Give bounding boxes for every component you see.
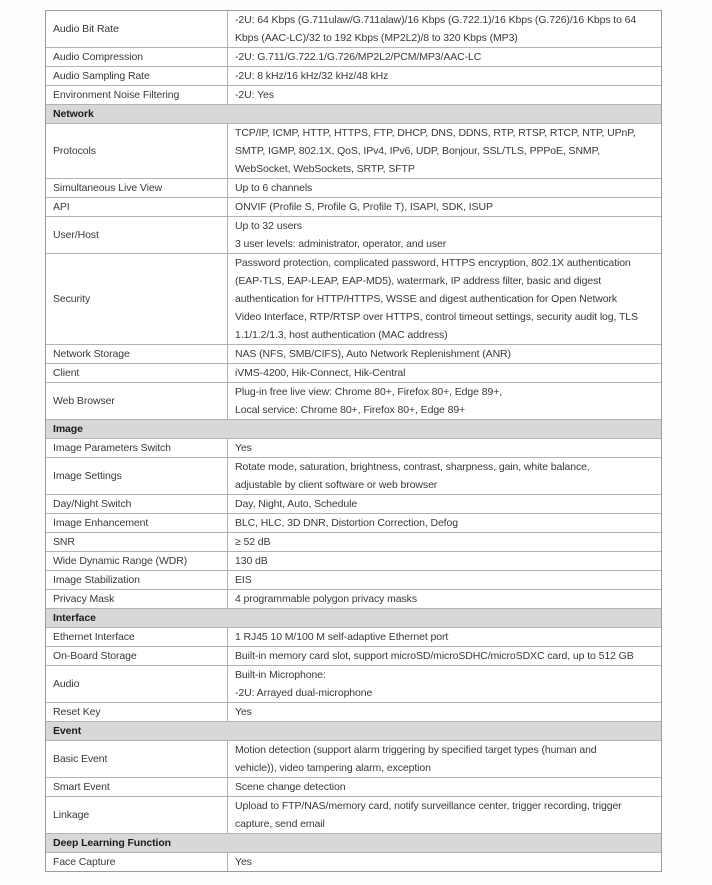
- table-row: [46, 364, 661, 383]
- value-line: 1 RJ45 10 M/100 M self-adaptive Ethernet port: [235, 631, 449, 643]
- value-line: -2U: G.711/G.722.1/G.726/MP2L2/PCM/MP3/AAC-LC: [235, 51, 482, 63]
- spec-label: Image Parameters Switch: [46, 439, 228, 457]
- table-row: [46, 217, 661, 254]
- spec-value: [228, 86, 661, 104]
- table-row: [46, 628, 661, 647]
- table-row: [46, 67, 661, 86]
- value-line: Day, Night, Auto, Schedule: [235, 498, 358, 510]
- table-row: [46, 179, 661, 198]
- spec-label: Privacy Mask: [46, 590, 228, 608]
- value-line: Video Interface, RTP/RTSP over HTTPS, control timeout settings, security audit log, TLS: [235, 311, 638, 323]
- section-header: Event: [46, 722, 661, 741]
- section-header: Deep Learning Function: [46, 834, 661, 853]
- section-header: Interface: [46, 609, 661, 628]
- value-line: Local service: Chrome 80+, Firefox 80+, Edge 89+: [235, 404, 466, 416]
- spec-label: Protocols: [46, 124, 228, 178]
- spec-label: API: [46, 198, 228, 216]
- spec-value: [228, 179, 661, 197]
- value-line: SMTP, IGMP, 802.1X, QoS, IPv4, IPv6, UDP, Bonjour, SSL/TLS, PPPoE, SNMP,: [235, 145, 600, 157]
- table-row: [46, 778, 661, 797]
- spec-value: [228, 48, 661, 66]
- spec-label: User/Host: [46, 217, 228, 253]
- value-line: 1.1/1.2/1.3, host authentication (MAC address): [235, 329, 448, 341]
- spec-value: [228, 345, 661, 363]
- table-row: [46, 86, 661, 105]
- table-row: [46, 48, 661, 67]
- value-line: WebSocket, WebSockets, SRTP, SFTP: [235, 163, 415, 175]
- value-line: Scene change detection: [235, 781, 346, 793]
- value-line: -2U: Arrayed dual-microphone: [235, 687, 373, 699]
- value-line: Password protection, complicated password, HTTPS encryption, 802.1X authentication: [235, 257, 631, 269]
- spec-value: [228, 628, 661, 646]
- spec-value: [228, 533, 661, 551]
- spec-label: Audio Compression: [46, 48, 228, 66]
- value-line: Plug-in free live view: Chrome 80+, Firefox 80+, Edge 89+,: [235, 386, 503, 398]
- table-row: [46, 458, 661, 495]
- spec-label: Audio: [46, 666, 228, 702]
- table-row: [46, 666, 661, 703]
- value-line: Built-in memory card slot, support microSD/microSDHC/microSDXC card, up to 512 GB: [235, 650, 634, 662]
- spec-value: [228, 11, 661, 47]
- value-line: (EAP-TLS, EAP-LEAP, EAP-MD5), watermark, IP address filter, basic and digest: [235, 275, 602, 287]
- value-line: capture, send email: [235, 818, 325, 830]
- value-line: Kbps (AAC-LC)/32 to 192 Kbps (MP2L2)/8 to 320 Kbps (MP3): [235, 32, 518, 44]
- spec-value: [228, 67, 661, 85]
- spec-label: On-Board Storage: [46, 647, 228, 665]
- spec-label: Audio Sampling Rate: [46, 67, 228, 85]
- spec-value: [228, 703, 661, 721]
- value-line: Yes: [235, 706, 252, 718]
- table-row: [46, 552, 661, 571]
- table-row: [46, 703, 661, 722]
- spec-value: [228, 797, 661, 833]
- value-line: Up to 6 channels: [235, 182, 313, 194]
- spec-value: [228, 666, 661, 702]
- spec-label: Basic Event: [46, 741, 228, 777]
- spec-label: Smart Event: [46, 778, 228, 796]
- value-line: Built-in Microphone:: [235, 669, 326, 681]
- table-row: [46, 647, 661, 666]
- spec-value: [228, 853, 661, 871]
- spec-label: Simultaneous Live View: [46, 179, 228, 197]
- spec-value: [228, 124, 661, 178]
- value-line: Yes: [235, 856, 252, 868]
- value-line: -2U: 8 kHz/16 kHz/32 kHz/48 kHz: [235, 70, 389, 82]
- spec-label: Ethernet Interface: [46, 628, 228, 646]
- value-line: 3 user levels: administrator, operator, and user: [235, 238, 447, 250]
- spec-label: Face Capture: [46, 853, 228, 871]
- value-line: Upload to FTP/NAS/memory card, notify surveillance center, trigger recording, trigger: [235, 800, 622, 812]
- section-header: Network: [46, 105, 661, 124]
- spec-value: [228, 364, 661, 382]
- spec-label: Image Enhancement: [46, 514, 228, 532]
- table-row: [46, 254, 661, 345]
- table-row: [46, 853, 661, 871]
- spec-value: [228, 647, 661, 665]
- spec-label: Wide Dynamic Range (WDR): [46, 552, 228, 570]
- table-row: [46, 345, 661, 364]
- spec-value: [228, 778, 661, 796]
- table-row: [46, 383, 661, 420]
- spec-label: Image Stabilization: [46, 571, 228, 589]
- value-line: Motion detection (support alarm triggering by specified target types (human and: [235, 744, 597, 756]
- value-line: 130 dB: [235, 555, 268, 567]
- table-row: [46, 590, 661, 609]
- spec-value: [228, 383, 661, 419]
- value-line: 4 programmable polygon privacy masks: [235, 593, 417, 605]
- spec-value: [228, 217, 661, 253]
- spec-label: SNR: [46, 533, 228, 551]
- spec-table: [45, 10, 662, 872]
- spec-label: Linkage: [46, 797, 228, 833]
- value-line: -2U: Yes: [235, 89, 274, 101]
- spec-value: [228, 458, 661, 494]
- value-line: -2U: 64 Kbps (G.711ulaw/G.711alaw)/16 Kbps (G.722.1)/16 Kbps (G.726)/16 Kbps to 64: [235, 14, 637, 26]
- spec-value: [228, 439, 661, 457]
- spec-value: [228, 514, 661, 532]
- spec-label: Network Storage: [46, 345, 228, 363]
- table-row: [46, 439, 661, 458]
- value-line: TCP/IP, ICMP, HTTP, HTTPS, FTP, DHCP, DNS, DDNS, RTP, RTSP, RTCP, NTP, UPnP,: [235, 127, 636, 139]
- spec-label: Environment Noise Filtering: [46, 86, 228, 104]
- spec-value: [228, 495, 661, 513]
- value-line: ≥ 52 dB: [235, 536, 271, 548]
- value-line: ONVIF (Profile S, Profile G, Profile T), ISAPI, SDK, ISUP: [235, 201, 493, 213]
- spec-label: Security: [46, 254, 228, 344]
- value-line: Up to 32 users: [235, 220, 302, 232]
- value-line: Rotate mode, saturation, brightness, contrast, sharpness, gain, white balance,: [235, 461, 590, 473]
- table-row: [46, 495, 661, 514]
- value-line: BLC, HLC, 3D DNR, Distortion Correction, Defog: [235, 517, 458, 529]
- spec-value: [228, 571, 661, 589]
- table-row: [46, 797, 661, 834]
- spec-value: [228, 254, 661, 344]
- value-line: Yes: [235, 442, 252, 454]
- table-row: [46, 198, 661, 217]
- spec-value: [228, 552, 661, 570]
- spec-label: Audio Bit Rate: [46, 11, 228, 47]
- spec-label: Image Settings: [46, 458, 228, 494]
- spec-label: Client: [46, 364, 228, 382]
- spec-value: [228, 590, 661, 608]
- table-row: [46, 741, 661, 778]
- spec-value: [228, 741, 661, 777]
- section-header: Image: [46, 420, 661, 439]
- table-row: [46, 11, 661, 48]
- value-line: vehicle)), video tampering alarm, exception: [235, 762, 431, 774]
- spec-value: [228, 198, 661, 216]
- spec-label: Web Browser: [46, 383, 228, 419]
- table-row: [46, 514, 661, 533]
- table-row: [46, 533, 661, 552]
- value-line: iVMS-4200, Hik-Connect, Hik-Central: [235, 367, 406, 379]
- value-line: adjustable by client software or web browser: [235, 479, 438, 491]
- table-row: [46, 571, 661, 590]
- value-line: authentication for HTTP/HTTPS, WSSE and digest authentication for Open Network: [235, 293, 618, 305]
- table-row: [46, 124, 661, 179]
- spec-label: Reset Key: [46, 703, 228, 721]
- spec-label: Day/Night Switch: [46, 495, 228, 513]
- value-line: NAS (NFS, SMB/CIFS), Auto Network Replenishment (ANR): [235, 348, 511, 360]
- value-line: EIS: [235, 574, 252, 586]
